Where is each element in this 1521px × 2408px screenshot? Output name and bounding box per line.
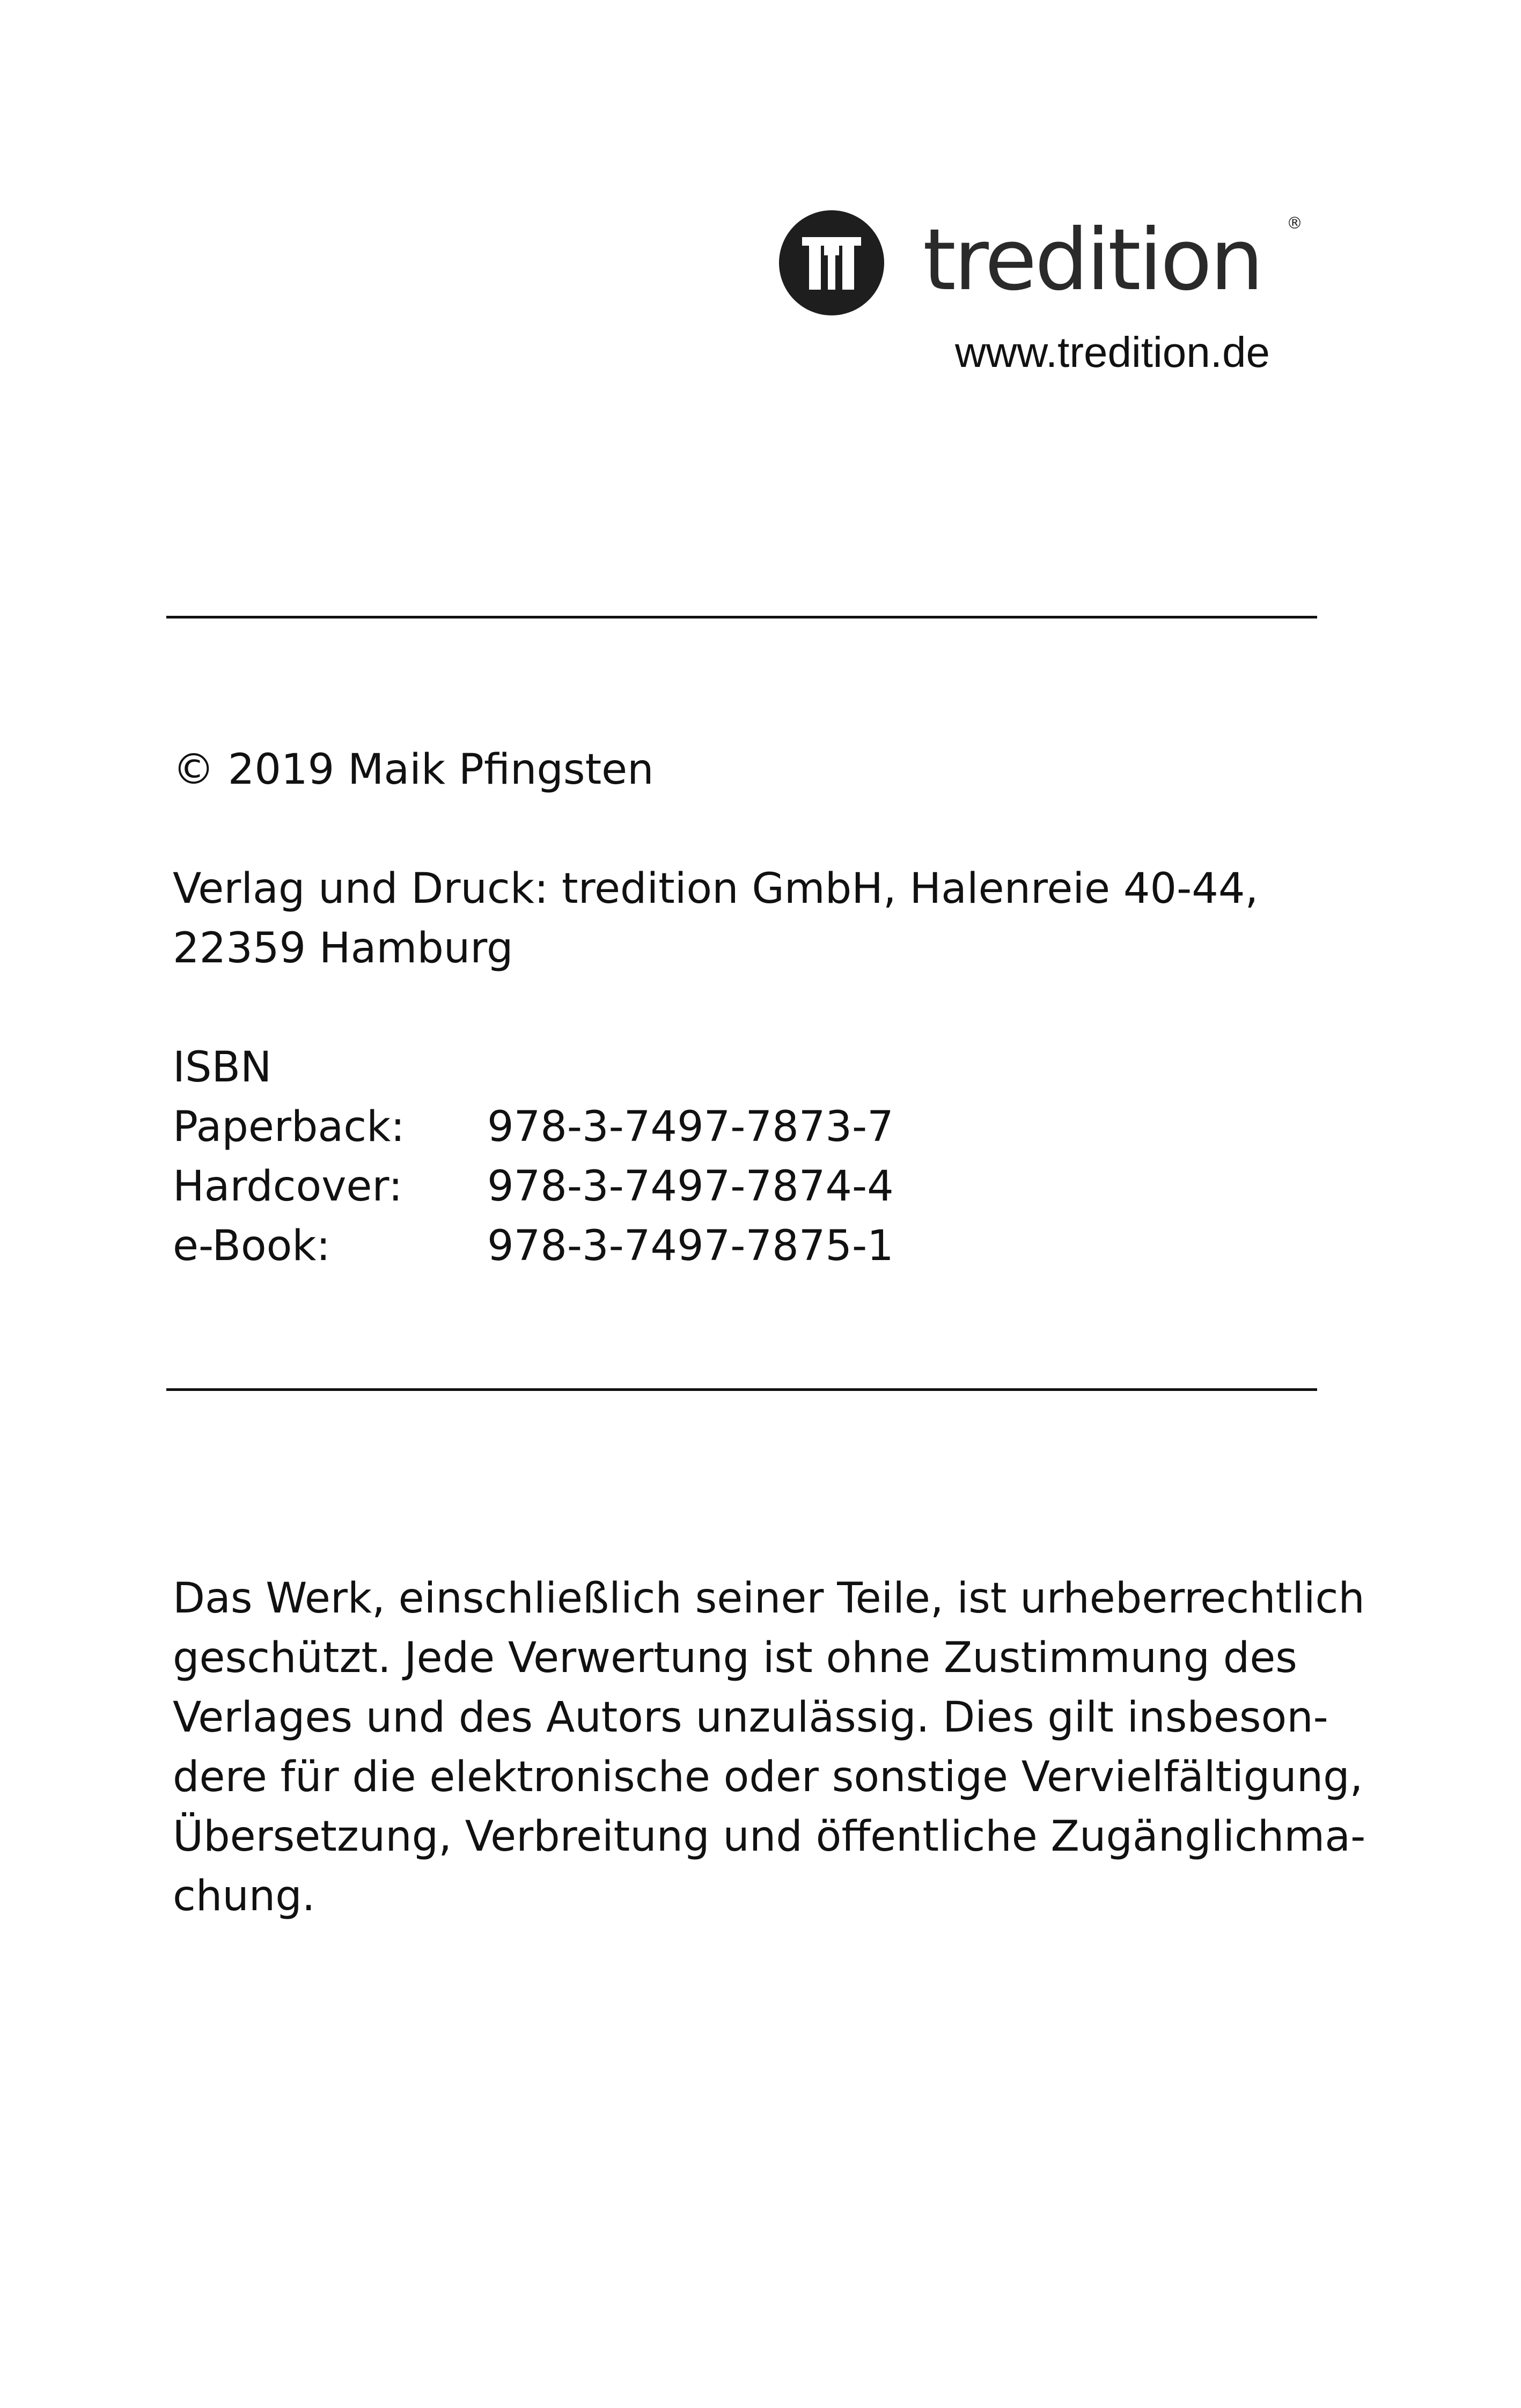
legal-line: geschützt. Jede Verwertung ist ohne Zustimmung des (173, 1634, 1297, 1682)
registered-mark: ® (1287, 214, 1303, 233)
isbn-heading: ISBN (173, 1043, 272, 1092)
isbn-label: e-Book: (173, 1222, 330, 1270)
logo-wordmark: tredition (923, 211, 1262, 310)
isbn-block (173, 1038, 894, 1276)
legal-line: chung. (173, 1872, 315, 1920)
isbn-number: 978-3-7497-7875-1 (487, 1222, 894, 1270)
publisher-url: www.tredition.de (955, 328, 1270, 376)
copyright-line: © 2019 Maik Pfingsten (173, 746, 654, 794)
tredition-logo-icon (778, 209, 885, 316)
legal-line: Übersetzung, Verbreitung und öffentliche Zugänglichma- (173, 1813, 1366, 1861)
publisher-logo (778, 204, 1368, 375)
legal-notice (173, 1569, 1365, 1926)
isbn-row (173, 1157, 894, 1217)
isbn-number: 978-3-7497-7874-4 (487, 1162, 894, 1211)
legal-line: Das Werk, einschließlich seiner Teile, ist urheberrechtlich (173, 1574, 1365, 1623)
isbn-number: 978-3-7497-7873-7 (487, 1103, 894, 1151)
isbn-row (173, 1217, 894, 1276)
isbn-label: Paperback: (173, 1103, 405, 1151)
legal-line: Verlages und des Autors unzulässig. Dies gilt insbeson- (173, 1693, 1328, 1742)
isbn-label: Hardcover: (173, 1162, 403, 1211)
publisher-line-2: 22359 Hamburg (173, 924, 513, 973)
top-divider (166, 616, 1317, 618)
publisher-line-1: Verlag und Druck: tredition GmbH, Halenreie 40-44, (173, 865, 1259, 913)
legal-line: dere für die elektronische oder sonstige Vervielfältigung, (173, 1753, 1363, 1801)
isbn-row (173, 1098, 894, 1157)
bottom-divider (166, 1388, 1317, 1391)
publisher-address (173, 859, 1258, 978)
